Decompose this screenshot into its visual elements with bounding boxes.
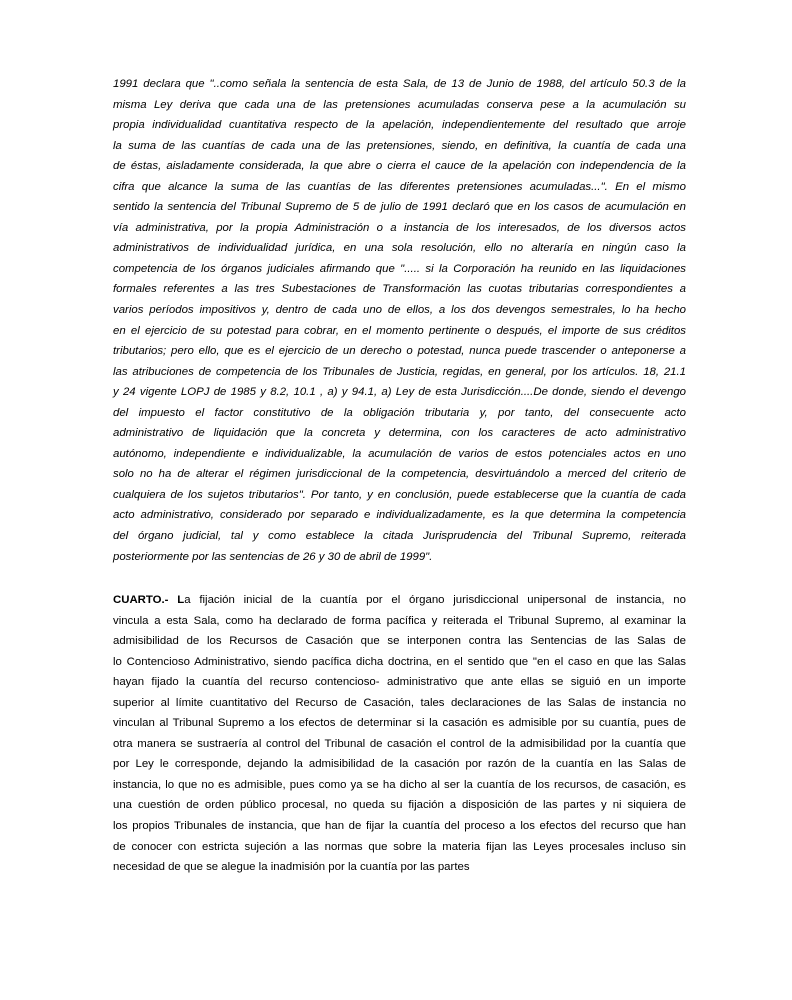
text-line: lo Contencioso Administrativo, siendo pacífica dicha doctrina, en el sentido que "en el caso en que las Salas: [113, 655, 686, 668]
text-line: tributarios; pero ello, que es el ejercicio de un derecho o potestad, nunca puede trascender o anteponerse a: [113, 345, 686, 358]
text-line: y 24 vigente LOPJ de 1985 y 8.2, 10.1 , a) y 94.1, a) Ley de esta Jurisdicción....De donde, siendo el devengo: [113, 386, 686, 399]
text-line: [113, 590, 686, 611]
section-heading: CUARTO.- L: [113, 594, 185, 606]
text-line: necesidad de que se alegue la inadmisión por la cuantía por las partes: [113, 861, 470, 874]
text-line: sentido la sentencia del Tribunal Supremo de 5 de julio de 1991 declaró que en los casos de acumulación en: [113, 201, 686, 214]
text-line: autónomo, independiente e individualizable, la acumulación de varios de estos potenciales actos en uno: [113, 447, 686, 460]
text-line: otra manera se sustraería al control del Tribunal de casación el control de la admisibilidad por la cuantía que: [113, 737, 686, 750]
text-line: la suma de las cuantías de cada una de las pretensiones, siendo, en definitiva, la cuantía de cada una: [113, 139, 686, 152]
text-line: admisibilidad de los Recursos de Casación que se interponen contra las Sentencias de las Salas de: [113, 635, 686, 648]
text-line: las atribuciones de competencia de los Tribunales de Justicia, regidas, en general, por los artículos. 18, 21.1: [113, 365, 686, 378]
text-line: en el ejercicio de su potestad para cobrar, en el momento pertinente o después, el importe de sus créditos: [113, 324, 686, 337]
text-line: cualquiera de los sujetos tributarios". Por tanto, y en conclusión, puede establecerse que la cuantía de cada: [113, 488, 686, 501]
text-line: una cuestión de orden público procesal, no queda su fijación a disposición de las partes y ni siquiera de: [113, 799, 686, 812]
text-line: cifra que alcance la suma de las cuantías de las diferentes pretensiones acumuladas...". En el mismo: [113, 180, 686, 193]
text-line: del órgano judicial, tal y como establece la citada Jurisprudencia del Tribunal Supremo, reiterada: [113, 530, 686, 543]
quoted-jurisprudence-paragraph: [113, 74, 686, 567]
text-line: 1991 declara que "..como señala la sentencia de esta Sala, de 13 de Junio de 1988, del artículo 50.3 de la: [113, 78, 686, 90]
text-line: superior al límite cuantitativo del Recurso de Casación, tales declaraciones de las Salas de instancia no: [113, 696, 686, 709]
text-line: solo no ha de alterar el régimen jurisdiccional de la competencia, desvirtuándolo a merced del criterio de: [113, 468, 686, 481]
text-line: varios períodos impositivos y, dentro de cada uno de ellos, a los dos devengos semestrales, lo ha hecho: [113, 304, 686, 317]
text-line: instancia, lo que no es admisible, pues como ya se ha dicho al ser la cuantía de los recursos, de casación, es: [113, 778, 686, 791]
text-line: los propios Tribunales de instancia, que han de fijar la cuantía del proceso a los efectos del recurso que han: [113, 820, 686, 833]
cuarto-paragraph: [113, 590, 686, 878]
text-line: de conocer con estricta sujeción a las normas que sobre la materia fijan las Leyes procesales incluso sin: [113, 840, 686, 853]
text-line: administrativos de individualidad jurídica, en una sola resolución, ello no alteraría en ningún caso la: [113, 242, 686, 255]
text-line: vincula a esta Sala, como ha declarado de forma pacífica y reiterada el Tribunal Supremo, al examinar la: [113, 614, 686, 627]
text-line: administrativo de liquidación que la concreta y determina, con los caracteres de acto administrativo: [113, 427, 686, 440]
text-line: acto administrativo, considerado por separado e individualizadamente, es la que determina la competencia: [113, 509, 686, 522]
text-line: por Ley le corresponde, dejando la admisibilidad de la casación por razón de la cuantía en las Salas de: [113, 758, 686, 771]
text-line: formales referentes a las tres Subestaciones de Transformación las cuotas tributarias correspondientes a: [113, 283, 686, 296]
text-line: propia individualidad cuantitativa respecto de la apelación, independientemente del resultado que arroje: [113, 119, 686, 132]
text-line: competencia de los órganos judiciales afirmando que "..... si la Corporación ha reunido en las liquidaciones: [113, 262, 686, 275]
text-line: posteriormente por las sentencias de 26 y 30 de abril de 1999".: [113, 550, 433, 563]
text-line-content: a fijación inicial de la cuantía por el órgano jurisdiccional unipersonal de instancia, no: [184, 594, 686, 606]
text-line: de éstas, aisladamente considerada, la que abre o cierra el cauce de la apelación con independencia de la: [113, 160, 686, 173]
text-line: vía administrativa, por la propia Administración o a instancia de los interesados, de los diversos actos: [113, 221, 686, 234]
text-line: misma Ley deriva que cada una de las pretensiones acumuladas conserva pese a la acumulación su: [113, 98, 686, 111]
text-line: del impuesto el factor constitutivo de la obligación tributaria y, por tanto, del consecuente acto: [113, 406, 686, 419]
text-line: hayan fijado la cuantía del recurso contencioso- administrativo que ante ellas se siguió en un importe: [113, 676, 686, 689]
text-line: vinculan al Tribunal Supremo a los efectos de determinar si la casación es admisible por su cuantía, pues de: [113, 717, 686, 730]
